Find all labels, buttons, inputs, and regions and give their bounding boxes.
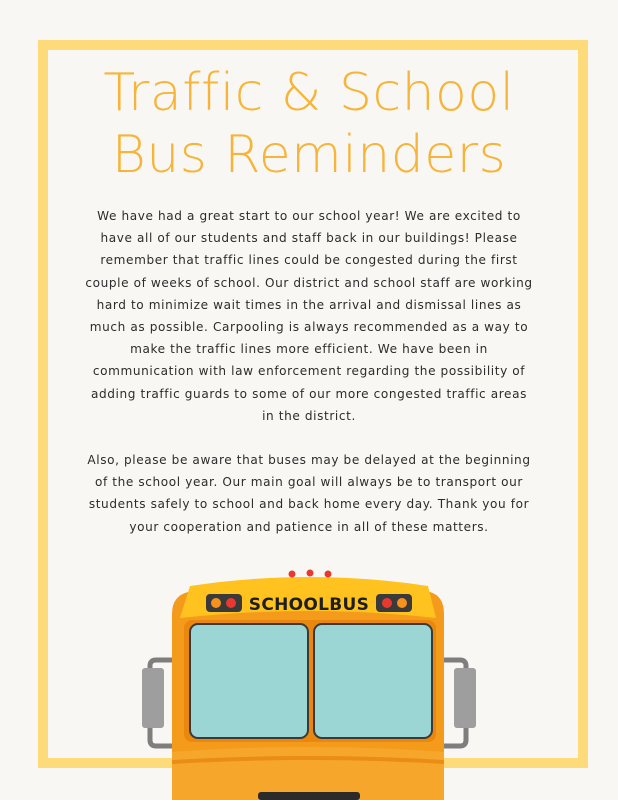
title-line-2: Bus Reminders [111,125,507,185]
grille [258,792,360,800]
indicator-light-icon [397,598,407,608]
roof-light-icon [307,570,314,577]
roof-light-icon [289,571,296,578]
indicator-light-icon [211,598,221,608]
paragraph-1: We have had a great start to our school year! We are excited to have all of our students and staff back in our buildings! Please remember that traffic lines could be congested during the first couple of weeks of school. Our district and school staff are working hard to minimize wait times in the arrival and dismissal lines as much as possible. Carpooling is always recommended as a way to make the traffic lines more efficient. We have been in communication with law enforcement regarding the possibility of adding traffic guards to some of our more congested traffic areas in the district. [85,209,533,423]
school-bus-illustration [0,560,618,800]
paragraph-2: Also, please be aware that buses may be delayed at the beginning of the school year. Our main goal will always be to transport our students safely to school and back home every day. Thank you for your cooperation and patience in all of these matters. [87,453,531,534]
title-line-1: Traffic & School [103,63,515,123]
left-mirror [142,660,176,746]
page-title [0,62,618,186]
bus-sign-text: SCHOOLBUS [248,595,370,615]
indicator-light-icon [226,598,236,608]
announcement-body [84,205,534,538]
indicator-light-icon [382,598,392,608]
right-window [314,624,432,738]
left-window [190,624,308,738]
roof-light-icon [325,571,332,578]
right-mirror [440,660,476,746]
